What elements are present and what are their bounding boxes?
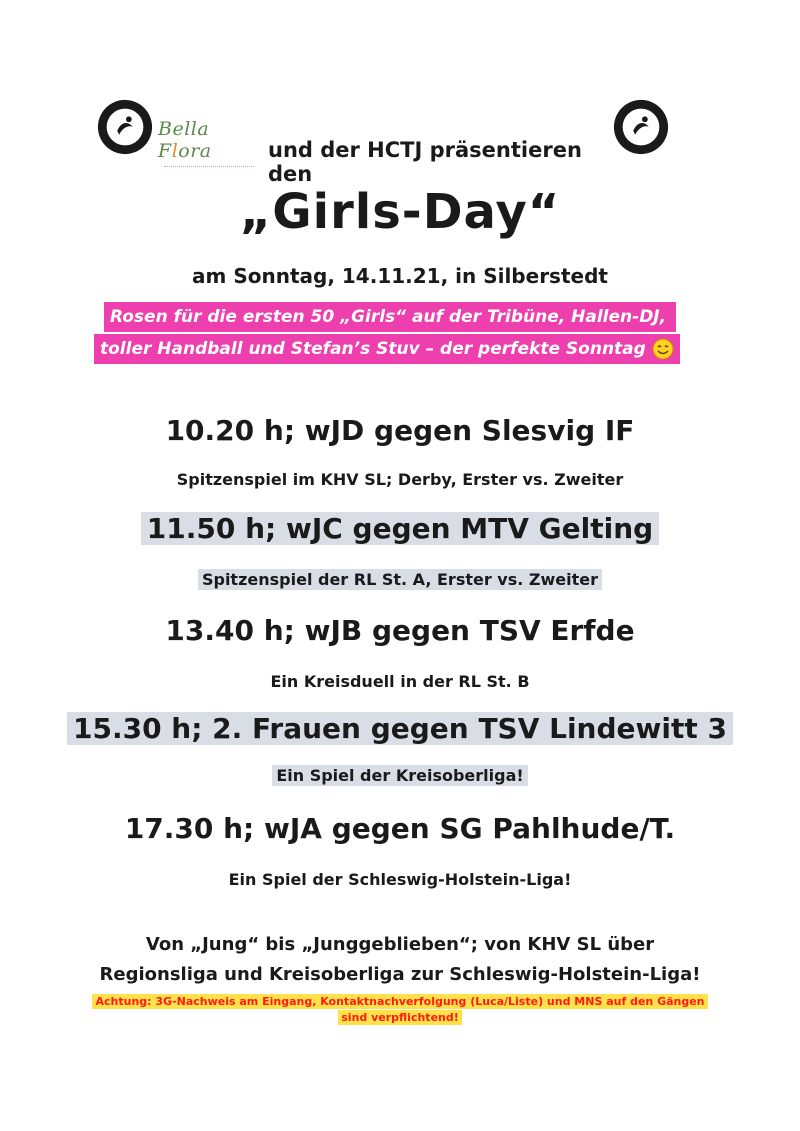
game-description: Ein Kreisduell in der RL St. B bbox=[270, 672, 530, 691]
club-logo-icon bbox=[96, 98, 154, 156]
game-headline: 15.30 h; 2. Frauen gegen TSV Lindewitt 3 bbox=[0, 712, 800, 745]
game-description: Ein Spiel der Kreisoberliga! bbox=[0, 766, 800, 785]
event-date: am Sonntag, 14.11.21, in Silberstedt bbox=[192, 264, 608, 288]
notice-text: Achtung: 3G-Nachweis am Eingang, Kontaktnachverfolgung (Luca/Liste) und MNS auf den Gängen sind verpflichtend! bbox=[0, 994, 800, 1026]
game-headline: 10.20 h; wJD gegen Slesvig IF bbox=[165, 414, 635, 447]
game-description: Spitzenspiel der RL St. A, Erster vs. Zweiter bbox=[0, 570, 800, 589]
game-description: Ein Spiel der Schleswig-Holstein-Liga! bbox=[228, 870, 572, 889]
promo-line-1: Rosen für die ersten 50 „Girls“ auf der Tribüne, Hallen-DJ, bbox=[104, 302, 676, 332]
footer-text: Von „Jung“ bis „Junggeblieben“; von KHV SL über Regionsliga und Kreisoberliga zur Schleswig-Holstein-Liga! bbox=[99, 934, 701, 985]
promo-line-2: toller Handball und Stefan’s Stuv – der perfekte Sonntag bbox=[94, 334, 680, 364]
game-headline: 11.50 h; wJC gegen MTV Gelting bbox=[0, 512, 800, 545]
event-title: „Girls-Day“ bbox=[239, 184, 561, 240]
game-headline: 17.30 h; wJA gegen SG Pahlhude/T. bbox=[124, 812, 676, 845]
sponsor-logo: Bella Flora bbox=[158, 118, 268, 158]
game-headline: 13.40 h; wJB gegen TSV Erfde bbox=[165, 614, 635, 647]
promo-banner bbox=[94, 302, 682, 364]
club-logo-icon bbox=[612, 98, 670, 156]
presents-text: und der HCTJ präsentieren den bbox=[268, 138, 582, 186]
smiley-icon bbox=[652, 338, 674, 360]
game-description: Spitzenspiel im KHV SL; Derby, Erster vs. Zweiter bbox=[176, 470, 624, 489]
